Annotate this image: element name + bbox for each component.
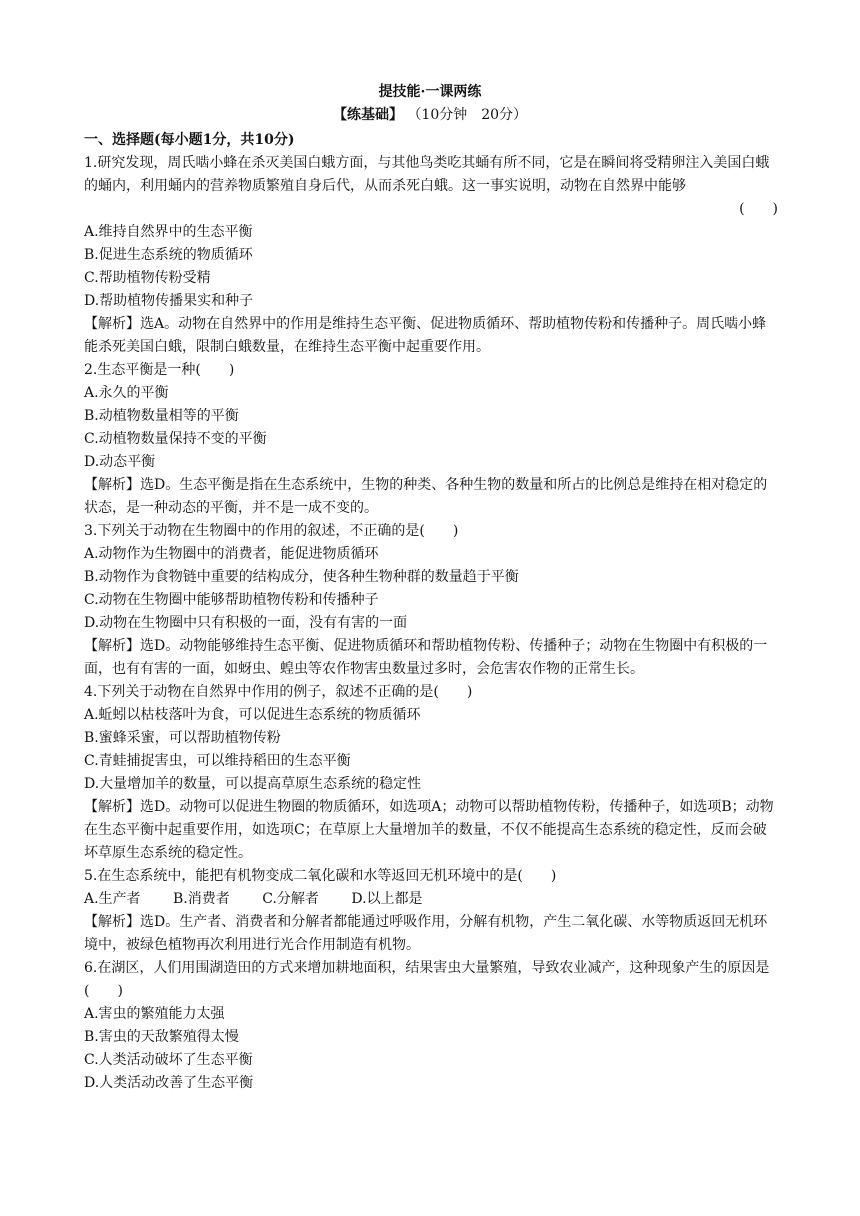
option: A.维持自然界中的生态平衡 [84, 224, 253, 240]
subtitle-tag: 【练基础】 [332, 107, 403, 123]
subtitle-info: （10分钟 20分） [407, 107, 528, 123]
option: B.动物作为食物链中重要的结构成分，使各种生物种群的数量趋于平衡 [84, 569, 519, 585]
section-heading: 一、选择题(每小题1分，共10分) [84, 132, 295, 148]
answer-bracket: ( ) [739, 201, 778, 217]
page-title: 提技能·一课两练 [378, 84, 482, 100]
question-list [84, 152, 778, 1095]
option: C.动植物数量保持不变的平衡 [84, 431, 267, 447]
analysis: 【解析】选D。生产者、消费者和分解者都能通过呼吸作用，分解有机物，产生二氧化碳、水等物质返回无机环境中，被绿色植物再次利用进行光合作用制造有机物。 [84, 914, 768, 953]
option: C.人类活动破坏了生态平衡 [84, 1052, 253, 1068]
analysis: 【解析】选D。动物能够维持生态平衡、促进物质循环和帮助植物传粉、传播种子；动物在生物圈中有积极的一面，也有有害的一面，如蚜虫、蝗虫等农作物害虫数量过多时，会危害农作物的正常生长。 [84, 638, 768, 677]
option: B.蜜蜂采蜜，可以帮助植物传粉 [84, 730, 281, 746]
option: D.动物在生物圈中只有积极的一面，没有有害的一面 [84, 615, 408, 631]
question-stem: 2.生态平衡是一种( ) [84, 362, 235, 378]
option: A.蚯蚓以枯枝落叶为食，可以促进生态系统的物质循环 [84, 707, 421, 723]
option: C.分解者 [262, 891, 319, 907]
option: B.害虫的天敌繁殖得太慢 [84, 1029, 239, 1045]
question-stem: 4.下列关于动物在自然界中作用的例子，叙述不正确的是( ) [84, 684, 473, 700]
analysis: 【解析】选D。动物可以促进生物圈的物质循环，如选项A；动物可以帮助植物传粉，传播种子，如选项B；动物在生态平衡中起重要作用，如选项C；在草原上大量增加羊的数量，不仅不能提高生态系统的稳定性，反而会破坏草原生态系统的稳定性。 [84, 799, 774, 861]
inline-options [84, 888, 778, 911]
option: B.消费者 [173, 891, 230, 907]
question-stem: 3.下列关于动物在生物圈中的作用的叙述，不正确的是( ) [84, 523, 459, 539]
page-subtitle [0, 105, 860, 125]
analysis: 【解析】选D。生态平衡是指在生态系统中，生物的种类、各种生物的数量和所占的比例总是维持在相对稳定的状态，是一种动态的平衡，并不是一成不变的。 [84, 477, 768, 516]
option: D.动态平衡 [84, 454, 156, 470]
question-stem: 5.在生态系统中，能把有机物变成二氧化碳和水等返回无机环境中的是( ) [84, 868, 557, 884]
question-stem: 6.在湖区，人们用围湖造田的方式来增加耕地面积，结果害虫大量繁殖，导致农业减产，这种现象产生的原因是( ) [84, 960, 770, 999]
option: C.动物在生物圈中能够帮助植物传粉和传播种子 [84, 592, 379, 608]
option: A.害虫的繁殖能力太强 [84, 1006, 225, 1022]
option: B.动植物数量相等的平衡 [84, 408, 239, 424]
option: D.人类活动改善了生态平衡 [84, 1075, 254, 1091]
analysis: 【解析】选A。动物在自然界中的作用是维持生态平衡、促进物质循环、帮助植物传粉和传播种子。周氏啮小蜂能杀死美国白蛾，限制白蛾数量，在维持生态平衡中起重要作用。 [84, 316, 767, 355]
option: A.动物作为生物圈中的消费者，能促进物质循环 [84, 546, 379, 562]
option: D.以上都是 [351, 891, 423, 907]
option: B.促进生态系统的物质循环 [84, 247, 253, 263]
option: C.帮助植物传粉受精 [84, 270, 211, 286]
option: D.大量增加羊的数量，可以提高草原生态系统的稳定性 [84, 776, 422, 792]
option: D.帮助植物传播果实和种子 [84, 293, 254, 309]
option: A.永久的平衡 [84, 385, 169, 401]
option: C.青蛙捕捉害虫，可以维持稻田的生态平衡 [84, 753, 351, 769]
option: A.生产者 [84, 891, 141, 907]
question-stem: 1.研究发现，周氏啮小蜂在杀灭美国白蛾方面，与其他鸟类吃其蛹有所不同，它是在瞬间将受精卵注入美国白蛾的蛹内，利用蛹内的营养物质繁殖自身后代，从而杀死白蛾。这一事实说明，动物在自然界中能够 [84, 155, 770, 194]
